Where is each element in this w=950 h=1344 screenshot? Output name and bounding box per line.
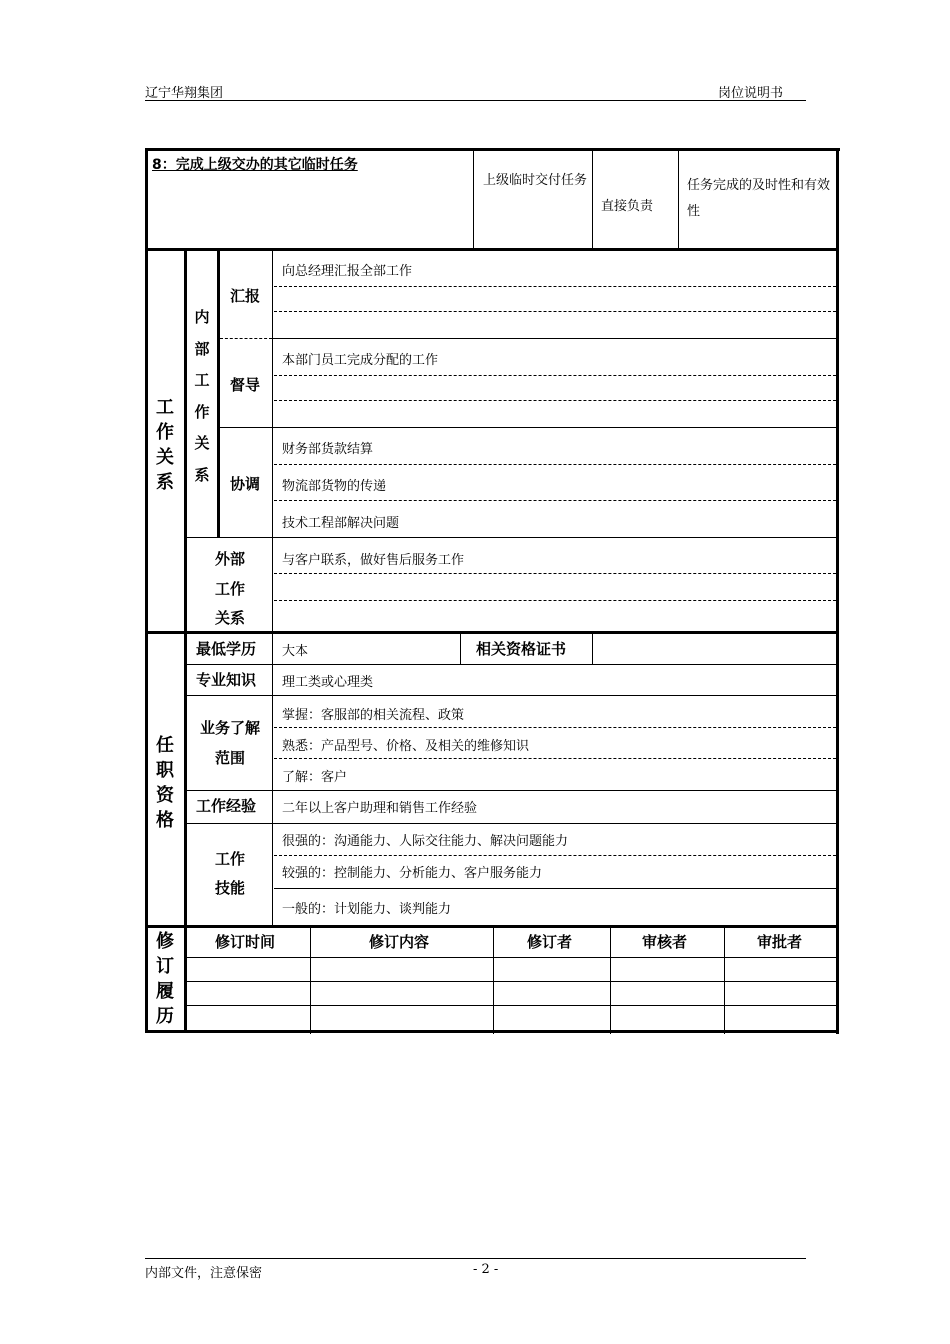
revision-col-content: 修订内容 [369,933,430,951]
task-evaluation: 任务完成的及时性和有效性 [687,178,831,219]
task-source: 上级临时交付任务 [483,173,588,188]
dashed-line [274,758,836,759]
label-char: 作 [156,422,174,443]
business-scope-label [190,713,270,773]
skills-item: 一般的：计划能力、谈判能力 [282,902,452,917]
coordinate-item: 财务部货款结算 [282,442,374,457]
internal-column-divider [217,251,220,537]
report-item: 向总经理汇报全部工作 [282,264,413,279]
table-bottom-border [145,1030,839,1033]
row-divider [186,981,837,982]
internal-relations-label [187,302,217,491]
business-item: 了解：客户 [282,770,348,785]
skills-label [190,845,270,903]
label-char: 系 [194,465,210,484]
label-line: 关系 [214,609,245,627]
row-divider [186,695,837,696]
dashed-line [274,500,836,501]
label-char: 系 [156,472,174,493]
external-relations-label [190,545,270,634]
work-relations-label [148,395,182,495]
label-char: 职 [156,760,174,781]
dashed-line [274,855,836,856]
external-item: 与客户联系，做好售后服务工作 [282,553,465,568]
report-label: 汇报 [230,287,261,305]
row-divider [186,957,837,958]
label-char: 履 [156,981,174,1002]
label-char: 历 [156,1006,174,1027]
dashed-line [274,311,836,312]
business-item: 熟悉：产品型号、价格、及相关的维修知识 [282,739,530,754]
header-company: 辽宁华翔集团 [145,86,224,101]
section-divider [145,248,839,251]
cell-divider [460,634,461,664]
knowledge-label: 专业知识 [196,671,257,689]
dashed-line [274,286,836,287]
business-item: 掌握：客服部的相关流程、政策 [282,708,465,723]
row-divider [272,338,837,339]
experience-value: 二年以上客户助理和销售工作经验 [282,801,478,816]
supervise-label: 督导 [230,376,261,394]
row-divider [186,1005,837,1006]
header-doc-title: 岗位说明书 [718,86,784,101]
revision-col-approver: 审批者 [757,933,803,951]
label-line: 技能 [214,879,245,897]
page-number: - 2 - [473,1262,499,1277]
label-char: 任 [156,735,174,756]
coordinate-item: 技术工程部解决问题 [282,516,400,531]
label-char: 工 [156,397,174,418]
dashed-line [274,727,836,728]
label-char: 订 [156,956,174,977]
label-line: 工作 [214,850,245,868]
section-divider [145,925,839,928]
dashed-line [274,400,836,401]
row-divider [186,664,837,665]
education-label: 最低学历 [196,640,257,658]
knowledge-value: 理工类或心理类 [282,675,374,690]
dashed-line [274,464,836,465]
label-line: 工作 [214,579,245,598]
revision-col-time: 修订时间 [215,933,276,951]
qualifications-label [148,733,182,833]
task-responsibility: 直接负责 [601,199,654,214]
label-line: 范围 [214,749,245,767]
content-column-divider [272,634,273,925]
table-left-border [145,148,148,1031]
row-divider [274,888,837,889]
skills-item: 很强的：沟通能力、人际交往能力、解决问题能力 [282,834,569,849]
cell-divider [592,634,593,664]
dashed-line [274,573,836,574]
label-char: 关 [156,447,174,468]
supervise-item: 本部门员工完成分配的工作 [282,353,439,368]
label-char: 内 [194,308,210,326]
dashed-line [274,600,836,601]
row-divider [186,790,837,791]
skills-item: 较强的：控制能力、分析能力、客户服务能力 [282,866,543,881]
cell-divider [678,150,679,250]
row-divider-dashed [220,338,272,339]
header-rule [145,100,806,101]
dashed-line [274,375,836,376]
cell-divider [592,150,593,250]
revision-col-reviser: 修订者 [527,933,573,951]
label-char: 部 [194,339,210,358]
cell-divider [473,150,474,250]
label-line: 业务了解 [199,719,260,737]
table-right-border [836,148,839,1034]
footer-rule [145,1258,806,1259]
row-divider [186,823,837,824]
row-divider [220,427,837,428]
experience-label: 工作经验 [196,797,257,815]
table-top-border [145,148,840,151]
certificate-label: 相关资格证书 [476,640,567,658]
row-divider [186,537,837,538]
coordinate-item: 物流部货物的传递 [282,479,387,494]
label-char: 资 [156,785,174,806]
education-value: 大本 [282,644,309,659]
content-column-divider [272,251,273,631]
revision-col-reviewer: 审核者 [642,933,688,951]
label-char: 格 [156,810,174,831]
label-line: 外部 [214,550,245,568]
label-char: 作 [194,402,210,421]
label-char: 修 [156,931,174,952]
coordinate-label: 协调 [230,475,261,493]
task-title: 8：完成上级交办的其它临时任务 [152,157,358,173]
footer-note: 内部文件，注意保密 [145,1266,263,1281]
label-char: 工 [194,371,210,389]
label-char: 关 [194,434,210,452]
revision-history-label [148,929,182,1029]
